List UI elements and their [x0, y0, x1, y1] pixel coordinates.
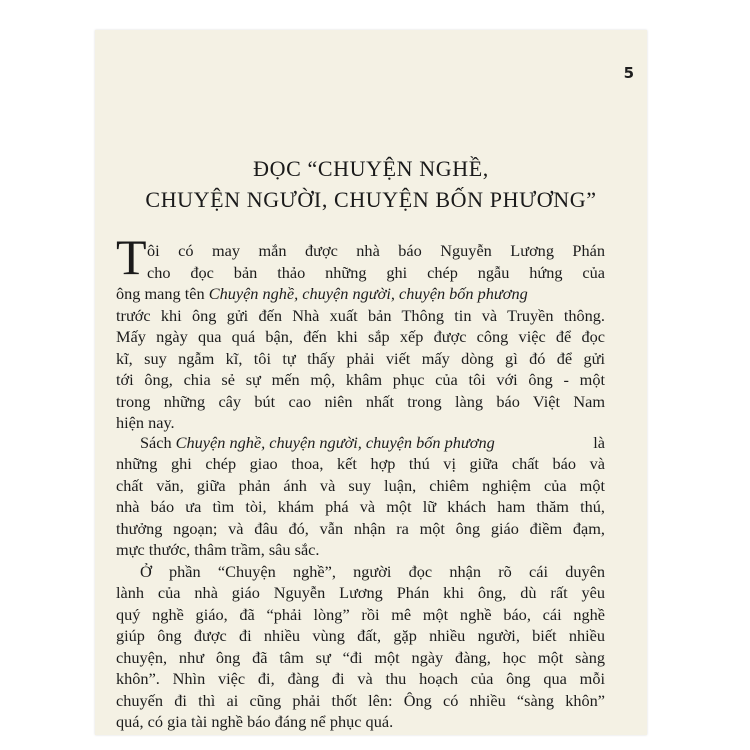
text-line: thưởng ngoạn; và đâu đó, vẫn nhận ra một ông giáo điềm đạm,	[116, 518, 605, 538]
text-line: Ở phần “Chuyện nghề”, người đọc nhận rõ cái duyên	[140, 561, 605, 581]
text-line: hiện nay.	[116, 413, 175, 433]
text-line: nhà báo ưa tìm tòi, khám phá và một lữ khách ham thăm thú,	[116, 497, 605, 517]
text-line	[116, 286, 528, 302]
text-line: khôn”. Nhìn việc đi, đàng đi và thu hoạch của ông qua mỗi	[116, 669, 605, 689]
text-line	[140, 432, 605, 452]
text-line: giúp ông được đi nhiều vùng đất, gặp nhiều người, biết nhiều	[116, 626, 605, 646]
book-title-italic: Chuyện nghề, chuyện người, chuyện bốn phương	[208, 284, 528, 304]
text-line: Mấy ngày qua quá bận, đến khi sắp xếp được công việc để đọc	[116, 327, 605, 347]
text-line: ôi có may mắn được nhà báo Nguyễn Lương Phán	[147, 241, 605, 261]
text-line: tới ông, chia sẻ sự mến mộ, khâm phục của tôi với ông - một	[116, 370, 605, 390]
text-span: Sách	[140, 432, 172, 452]
text-line: lành của nhà giáo Nguyễn Lương Phán khi ông, dù rất yêu	[116, 583, 605, 603]
page-number: 5	[623, 64, 634, 82]
text-span: ông mang tên	[116, 284, 209, 304]
text-line: quý nghề giáo, đã “phải lòng” rồi mê một nghề báo, cái nghề	[116, 604, 605, 624]
text-line: chuyến đi thì ai cũng phải thốt lên: Ông có nhiều “sàng khôn”	[116, 690, 605, 710]
book-title-italic: Chuyện nghề, chuyện người, chuyện bốn phương	[175, 432, 495, 452]
text-span: là	[593, 432, 605, 452]
text-line: quá, có gia tài nghề báo đáng nể phục quá.	[116, 712, 394, 732]
chapter-title-line-1: ĐỌC “CHUYỆN NGHỀ,	[253, 156, 489, 181]
text-line: những ghi chép giao thoa, kết hợp thú vị giữa chất báo và	[116, 454, 605, 474]
text-line: mực thước, thâm trầm, sâu sắc.	[116, 540, 320, 560]
text-line: trước khi ông gửi đến Nhà xuất bản Thông tin và Truyền thông.	[116, 305, 605, 325]
text-line: chuyện, như ông đã tâm sự “đi một ngày đàng, học một sàng	[116, 647, 605, 667]
drop-cap: T	[116, 228, 147, 285]
text-line: cho đọc bản thảo những ghi chép ngẫu hứng của	[147, 262, 605, 282]
book-page	[95, 30, 647, 735]
chapter-title-line-2: CHUYỆN NGƯỜI, CHUYỆN BỐN PHƯƠNG”	[145, 187, 597, 212]
text-line: trong những cây bút cao niên nhất trong làng báo Việt Nam	[116, 391, 605, 411]
text-line: chất văn, giữa phản ánh và suy luận, chiêm nghiệm của một	[116, 475, 605, 495]
text-line: kĩ, suy ngẫm kĩ, tôi tự thấy phải viết mấy dòng gì đó để gửi	[116, 348, 605, 368]
